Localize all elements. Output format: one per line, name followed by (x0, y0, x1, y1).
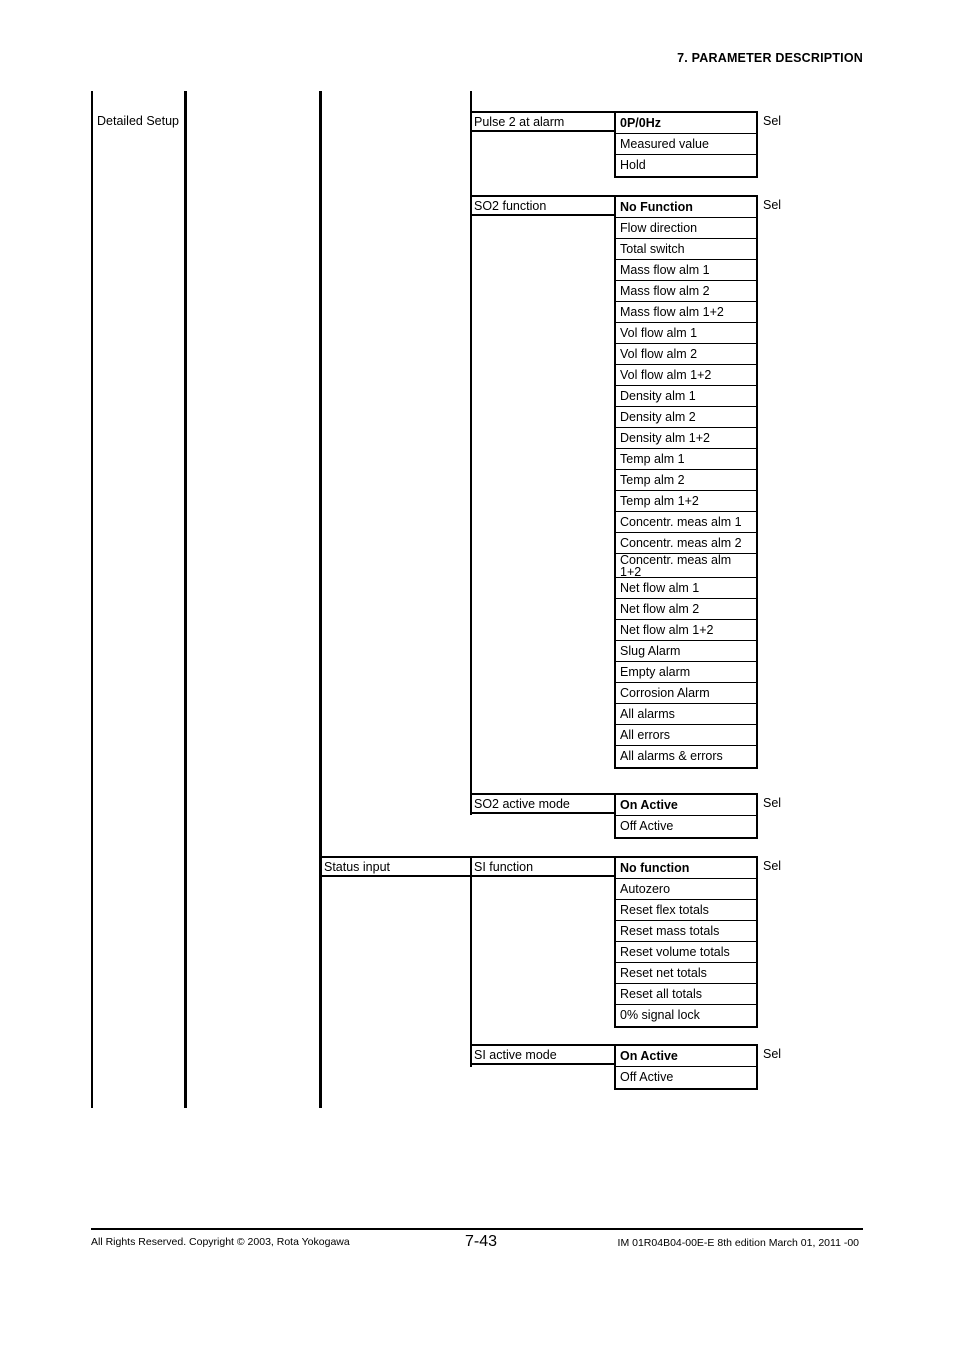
option-item (616, 323, 756, 344)
option-label: Reset all totals (620, 987, 702, 1001)
option-label: Autozero (620, 882, 671, 896)
sel-label: Sel (763, 796, 782, 810)
footer-copyright: All Rights Reserved. Copyright © 2003, Rota Yokogawa (91, 1236, 350, 1248)
option-label: Concentr. meas alm 1+2 (620, 553, 732, 579)
option-item (616, 260, 756, 281)
option-label: Reset mass totals (620, 924, 720, 938)
option-item (616, 599, 756, 620)
footer-page-number: 7-43 (465, 1233, 498, 1250)
param-label: SO2 function (474, 199, 547, 213)
tree-line-level2 (184, 91, 187, 1108)
option-item (616, 704, 756, 725)
option-label: Slug Alarm (620, 644, 681, 658)
option-item (616, 578, 756, 599)
footer-doc-id: IM 01R04B04-00E-E 8th edition March 01, 2011 -00 (617, 1237, 859, 1249)
option-label: Vol flow alm 2 (620, 347, 698, 361)
param-cell (470, 793, 614, 814)
option-item (616, 239, 756, 260)
option-label: Net flow alm 2 (620, 602, 700, 616)
option-label: Total switch (620, 242, 685, 256)
option-label: Measured value (620, 137, 709, 151)
tree-label-detailed-setup: Detailed Setup (97, 114, 180, 128)
option-item (616, 963, 756, 984)
option-item (616, 879, 756, 900)
option-item (616, 533, 756, 554)
status-input-label: Status input (324, 860, 391, 874)
option-item (616, 620, 756, 641)
sel-label: Sel (763, 114, 782, 128)
option-label: All errors (620, 728, 671, 742)
option-label: Corrosion Alarm (620, 686, 710, 700)
param-label: Pulse 2 at alarm (474, 115, 565, 129)
options-list (614, 856, 758, 1028)
option-label: Concentr. meas alm 2 (620, 536, 742, 550)
option-item (616, 512, 756, 533)
option-label: Reset net totals (620, 966, 707, 980)
option-default (616, 795, 756, 816)
option-label: Vol flow alm 1+2 (620, 368, 712, 382)
option-label: Density alm 1+2 (620, 431, 710, 445)
param-label: SI function (474, 860, 534, 874)
option-item (616, 365, 756, 386)
sel-label: Sel (763, 1047, 782, 1061)
option-item (616, 302, 756, 323)
option-item (616, 641, 756, 662)
option-label: Vol flow alm 1 (620, 326, 698, 340)
param-cell (470, 111, 614, 132)
option-item (616, 281, 756, 302)
option-item (616, 1005, 756, 1026)
option-item (616, 816, 756, 837)
option-label: On Active (620, 798, 678, 812)
option-label: Temp alm 1 (620, 452, 685, 466)
option-default (616, 113, 756, 134)
param-label: SO2 active mode (474, 797, 570, 811)
option-label: All alarms & errors (620, 749, 723, 763)
option-label: All alarms (620, 707, 675, 721)
status-input-cell (320, 856, 471, 877)
option-item (616, 134, 756, 155)
param-cell (470, 856, 614, 877)
param-cell (470, 195, 614, 216)
option-label: Hold (620, 158, 646, 172)
option-item (616, 407, 756, 428)
option-item (616, 491, 756, 512)
option-label: 0P/0Hz (620, 116, 661, 130)
option-item (616, 746, 756, 767)
option-item (616, 554, 756, 578)
option-item (616, 942, 756, 963)
option-label: Reset flex totals (620, 903, 709, 917)
option-item (616, 900, 756, 921)
sel-label: Sel (763, 859, 782, 873)
option-label: No function (620, 861, 690, 875)
option-item (616, 428, 756, 449)
option-label: Mass flow alm 2 (620, 284, 710, 298)
option-default (616, 197, 756, 218)
option-default (616, 1046, 756, 1067)
option-default (616, 858, 756, 879)
option-label: No Function (620, 200, 693, 214)
option-item (616, 683, 756, 704)
option-label: On Active (620, 1049, 678, 1063)
option-label: Concentr. meas alm 1 (620, 515, 742, 529)
option-label: Mass flow alm 1 (620, 263, 710, 277)
option-item (616, 344, 756, 365)
options-list (614, 111, 758, 178)
option-item (616, 470, 756, 491)
option-item (616, 155, 756, 176)
options-list (614, 195, 758, 769)
footer-divider (91, 1228, 863, 1230)
sel-label: Sel (763, 198, 782, 212)
option-label: Temp alm 1+2 (620, 494, 699, 508)
param-label: SI active mode (474, 1048, 557, 1062)
options-list (614, 793, 758, 839)
option-label: Density alm 2 (620, 410, 696, 424)
option-item (616, 1067, 756, 1088)
tree-line-level1 (91, 91, 93, 1108)
tree-line-level3 (319, 91, 322, 1108)
option-label: Net flow alm 1+2 (620, 623, 714, 637)
option-label: Temp alm 2 (620, 473, 685, 487)
option-label: Mass flow alm 1+2 (620, 305, 724, 319)
section-title: 7. PARAMETER DESCRIPTION (677, 51, 863, 65)
option-label: Off Active (620, 819, 674, 833)
option-item (616, 218, 756, 239)
option-item (616, 386, 756, 407)
option-item (616, 984, 756, 1005)
param-cell (470, 1044, 614, 1065)
option-label: Reset volume totals (620, 945, 730, 959)
options-list (614, 1044, 758, 1090)
option-item (616, 662, 756, 683)
option-item (616, 921, 756, 942)
option-item (616, 449, 756, 470)
option-label: Flow direction (620, 221, 698, 235)
option-label: Empty alarm (620, 665, 691, 679)
option-label: Net flow alm 1 (620, 581, 700, 595)
option-label: Density alm 1 (620, 389, 696, 403)
tree-line-level4-lower (470, 856, 472, 1067)
option-item (616, 725, 756, 746)
option-label: Off Active (620, 1070, 674, 1084)
option-label: 0% signal lock (620, 1008, 700, 1022)
